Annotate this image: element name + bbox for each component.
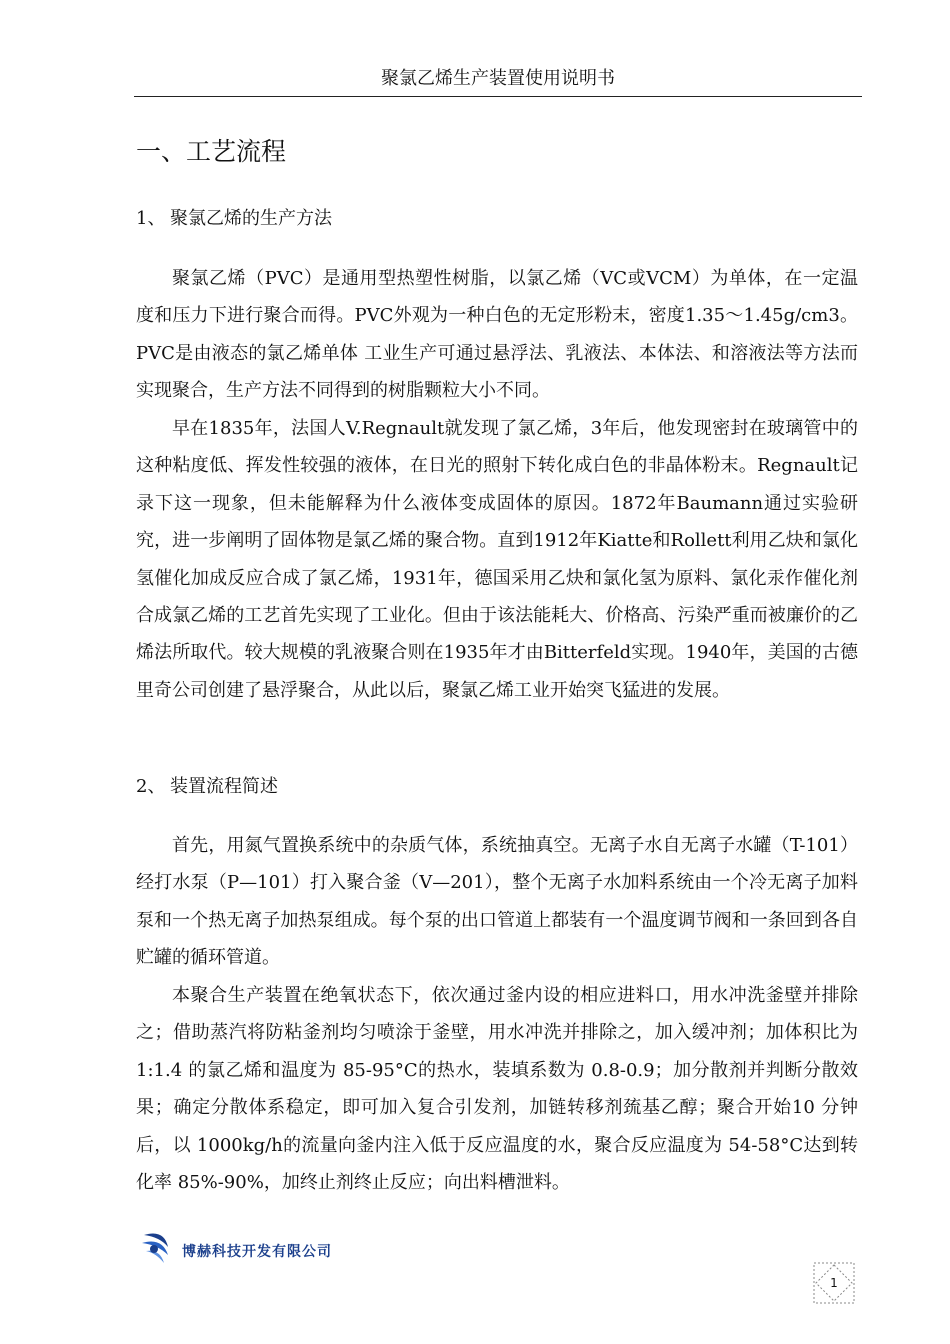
company-logo-icon [138, 1227, 178, 1267]
company-name: 博赫科技开发有限公司 [182, 1244, 332, 1260]
company-logo [138, 1222, 332, 1272]
section-title: 一、工艺流程 [136, 137, 287, 166]
subsection-heading: 装置流程简述 [170, 776, 278, 797]
subsection-title-1 [136, 204, 332, 234]
subsection-number: 2、 [136, 776, 166, 797]
paragraph-flow-description: 首先，用氮气置换系统中的杂质气体，系统抽真空。无离子水自无离子水罐（T-101）经打水泵（P—101）打入聚合釜（V—201），整个无离子水加料系统由一个冷无离子加料泵和一个热无离子加热泵组成。每个泵的出口管道上都装有一个温度调节阀和一条回到各自贮罐的循环管道。 [136, 835, 858, 969]
document-title: 聚氯乙烯生产装置使用说明书 [381, 68, 615, 89]
subsection-number: 1、 [136, 208, 166, 229]
subsection-heading: 聚氯乙烯的生产方法 [170, 208, 332, 229]
paragraph-pvc-history: 早在1835年，法国人V.Regnault就发现了氯乙烯，3年后，他发现密封在玻璃管中的这种粘度低、挥发性较强的液体，在日光的照射下转化成白色的非晶体粉末。Regnault记录下这一现象，但未能解释为什么液体变成固体的原因。1872年Baumann通过实验研究，进一步阐明了固体物是氯乙烯的聚合物。直到1912年Kiatte和Rollett利用乙炔和氯化氢催化加成反应合成了氯乙烯，1931年，德国采用乙炔和氯化氢为原料、氯化汞作催化剂合成氯乙烯的工艺首先实现了工业化。但由于该法能耗大、价格高、污染严重而被廉价的乙烯法所取代。较大规模的乳液聚合则在1935年才由Bitterfeld实现。1940年，美国的古德里奇公司创建了悬浮聚合，从此以后，聚氯乙烯工业开始突飞猛进的发展。 [136, 418, 858, 701]
page-header [134, 62, 862, 97]
page-number: 1 [830, 1276, 838, 1290]
subsection-title-2 [136, 772, 278, 802]
page-number-badge [812, 1261, 856, 1305]
paragraph-polymerization-process: 本聚合生产装置在绝氧状态下，依次通过釜内设的相应进料口，用水冲洗釜壁并排除之；借助蒸汽将防粘釜剂均匀喷涂于釜壁，用水冲洗并排除之，加入缓冲剂；加体积比为 1:1.4 的氯乙烯和温度为 85-95°C的热水，装填系数为 0.8-0.9；加分散剂并判断分散效果；确定分散体系稳定，即可加入复合引发剂，加链转移剂巯基乙醇；聚合开始10 分钟后，以 1000kg/h的流量向釜内注入低于反应温度的水，聚合反应温度为 54-58°C达到转化率 85%-90%，加终止剂终止反应；向出料槽泄料。 [136, 985, 858, 1194]
paragraph-pvc-intro: 聚氯乙烯（PVC）是通用型热塑性树脂，以氯乙烯（VC或VCM）为单体，在一定温度和压力下进行聚合而得。PVC外观为一种白色的无定形粉末，密度1.35～1.45g/cm3。PVC是由液态的氯乙烯单体 工业生产可通过悬浮法、乳液法、本体法、和溶液法等方法而实现聚合，生产方法不同得到的树脂颗粒大小不同。 [136, 268, 858, 402]
